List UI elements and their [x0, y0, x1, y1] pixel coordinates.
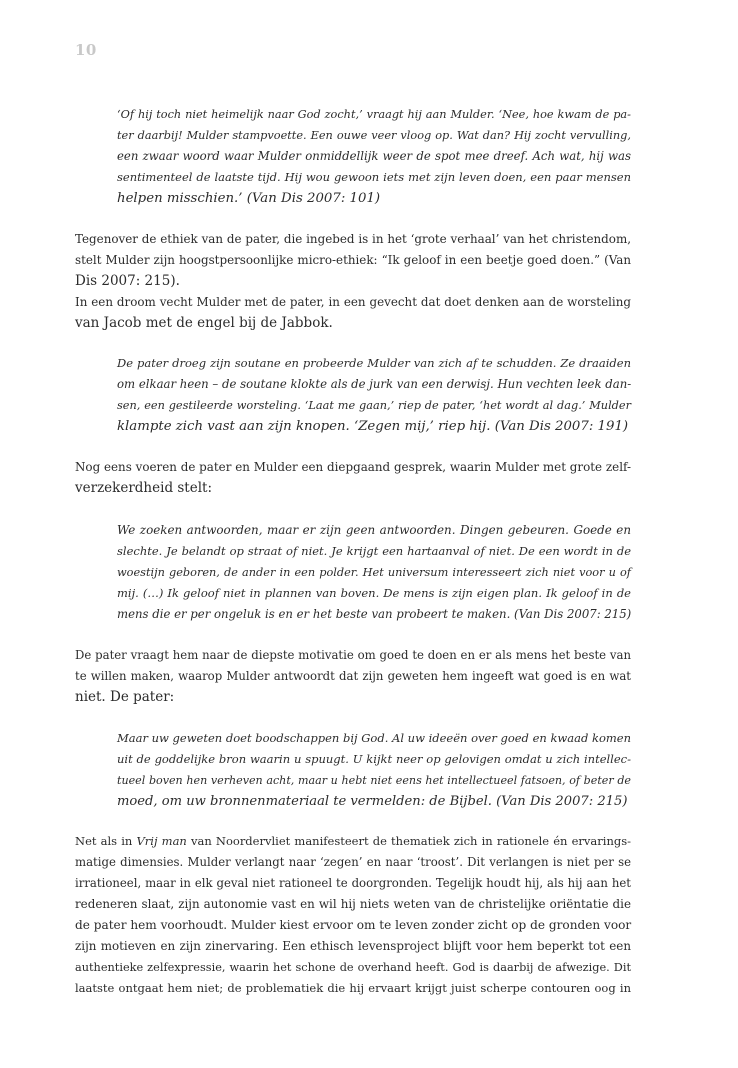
book-title: Vrij man	[136, 834, 187, 848]
quote-line: Maar uw geweten doet boodschappen bij God. Al uw ideeën over goed en kwaad komen	[117, 731, 631, 745]
body-line: De pater vraagt hem naar de diepste motivatie om goed te doen en er als mens het beste van	[75, 648, 631, 662]
body-paragraph-1	[75, 229, 631, 334]
quote-line: woestijn geboren, de ander in een polder. Het universum interesseert zich niet voor u of	[117, 566, 631, 579]
body-line: irrationeel, maar in elk geval niet rationeel te doorgronden. Tegelijk houdt hij, als hij aan het	[75, 876, 631, 890]
body-line: matige dimensies. Mulder verlangt naar ‘zegen’ en naar ‘troost’. Dit verlangen is niet per se	[75, 855, 631, 869]
quote-line: De pater droeg zijn soutane en probeerde Mulder van zich af te schudden. Ze draaiden	[117, 356, 631, 370]
body-line: te willen maken, waarop Mulder antwoordt dat zijn geweten hem ingeeft wat goed is en wat	[75, 669, 631, 683]
body-line: de pater hem voorhoudt. Mulder kiest ervoor om te leven zonder zicht op de gronden voor	[75, 918, 632, 932]
body-line-suffix: van Noordervliet manifesteert de thematiek zich in rationele én ervarings-	[186, 834, 632, 848]
quote-line: klampte zich vast aan zijn knopen. ‘Zegen mij,’ riep hij. (Van Dis 2007: 191)	[117, 419, 629, 434]
body-line: Dis 2007: 215).	[75, 273, 180, 289]
body-line: authentieke zelfexpressie, waarin het schone de overhand heeft. God is daarbij de afwezige. Dit	[75, 961, 631, 974]
block-quote-1	[117, 104, 631, 209]
page-number: 10	[75, 41, 97, 59]
body-paragraph-4	[75, 831, 631, 999]
body-line: zijn motieven en zijn zinervaring. Een ethisch levensproject blijft voor hem beperkt tot een	[75, 939, 631, 953]
quote-line: helpen misschien.’ (Van Dis 2007: 101)	[117, 191, 381, 206]
block-quote-4	[117, 728, 631, 812]
quote-line: ter daarbij! Mulder stampvoette. Een ouwe veer vloog op. Wat dan? Hij zocht vervulling,	[117, 129, 631, 142]
quote-line: om elkaar heen – de soutane klokte als de jurk van een derwisj. Hun vechten leek dan-	[117, 377, 632, 391]
body-line: niet. De pater:	[75, 689, 175, 705]
quote-line: sen, een gestileerde worsteling. ‘Laat me gaan,’ riep de pater, ‘het wordt al dag.’ Mulder	[117, 399, 631, 412]
body-line: stelt Mulder zijn hoogstpersoonlijke micro-ethiek: “Ik geloof in een beetje goed doen.” (Van	[75, 253, 631, 267]
body-paragraph-3	[75, 645, 631, 708]
body-line: In een droom vecht Mulder met de pater, in een gevecht dat doet denken aan de worsteling	[75, 295, 631, 309]
quote-line: tueel boven hen verheven acht, maar u hebt niet eens het intellectueel fatsoen, of beter de	[117, 774, 631, 787]
body-line: redeneren slaat, zijn autonomie vast en wil hij niets weten van de christelijke oriëntatie die	[75, 897, 631, 911]
quote-line: slechte. Je belandt op straat of niet. Je krijgt een hartaanval of niet. De een wordt in de	[117, 544, 631, 558]
body-line: Tegenover de ethiek van de pater, die ingebed is in het ‘grote verhaal’ van het christendom,	[75, 232, 631, 246]
body-line: Nog eens voeren de pater en Mulder een diepgaand gesprek, waarin Mulder met grote zelf-	[75, 460, 631, 474]
body-line: van Jacob met de engel bij de Jabbok.	[75, 315, 333, 331]
body-line-with-title	[75, 831, 631, 852]
quote-line: een zwaar woord waar Mulder onmiddellijk weer de spot mee dreef. Ach wat, hij was	[117, 149, 631, 163]
quote-line: moed, om uw bronnenmateriaal te vermelden: de Bijbel. (Van Dis 2007: 215)	[117, 794, 628, 809]
body-line-prefix: Net als in	[75, 834, 137, 848]
quote-line: ‘Of hij toch niet heimelijk naar God zocht,’ vraagt hij aan Mulder. ‘Nee, hoe kwam de pa-	[117, 108, 631, 121]
quote-line: uit de goddelijke bron waarin u spuugt. U kijkt neer op gelovigen omdat u zich intellec-	[117, 752, 631, 766]
quote-line: sentimenteel de laatste tijd. Hij wou gewoon iets met zijn leven doen, een paar mensen	[117, 170, 631, 184]
body-paragraph-2	[75, 457, 631, 499]
block-quote-3	[117, 520, 631, 625]
quote-line: mens die er per ongeluk is en er het beste van probeert te maken. (Van Dis 2007: 215)	[117, 607, 632, 621]
body-line: verzekerdheid stelt:	[75, 480, 213, 496]
quote-line: mij. (…) Ik geloof niet in plannen van boven. De mens is zijn eigen plan. Ik geloof in de	[117, 586, 631, 600]
body-line: laatste ontgaat hem niet; de problematiek die hij ervaart krijgt juist scherpe contouren oog in	[75, 981, 631, 995]
block-quote-2	[117, 353, 631, 437]
quote-line: We zoeken antwoorden, maar er zijn geen antwoorden. Dingen gebeuren. Goede en	[117, 523, 631, 537]
